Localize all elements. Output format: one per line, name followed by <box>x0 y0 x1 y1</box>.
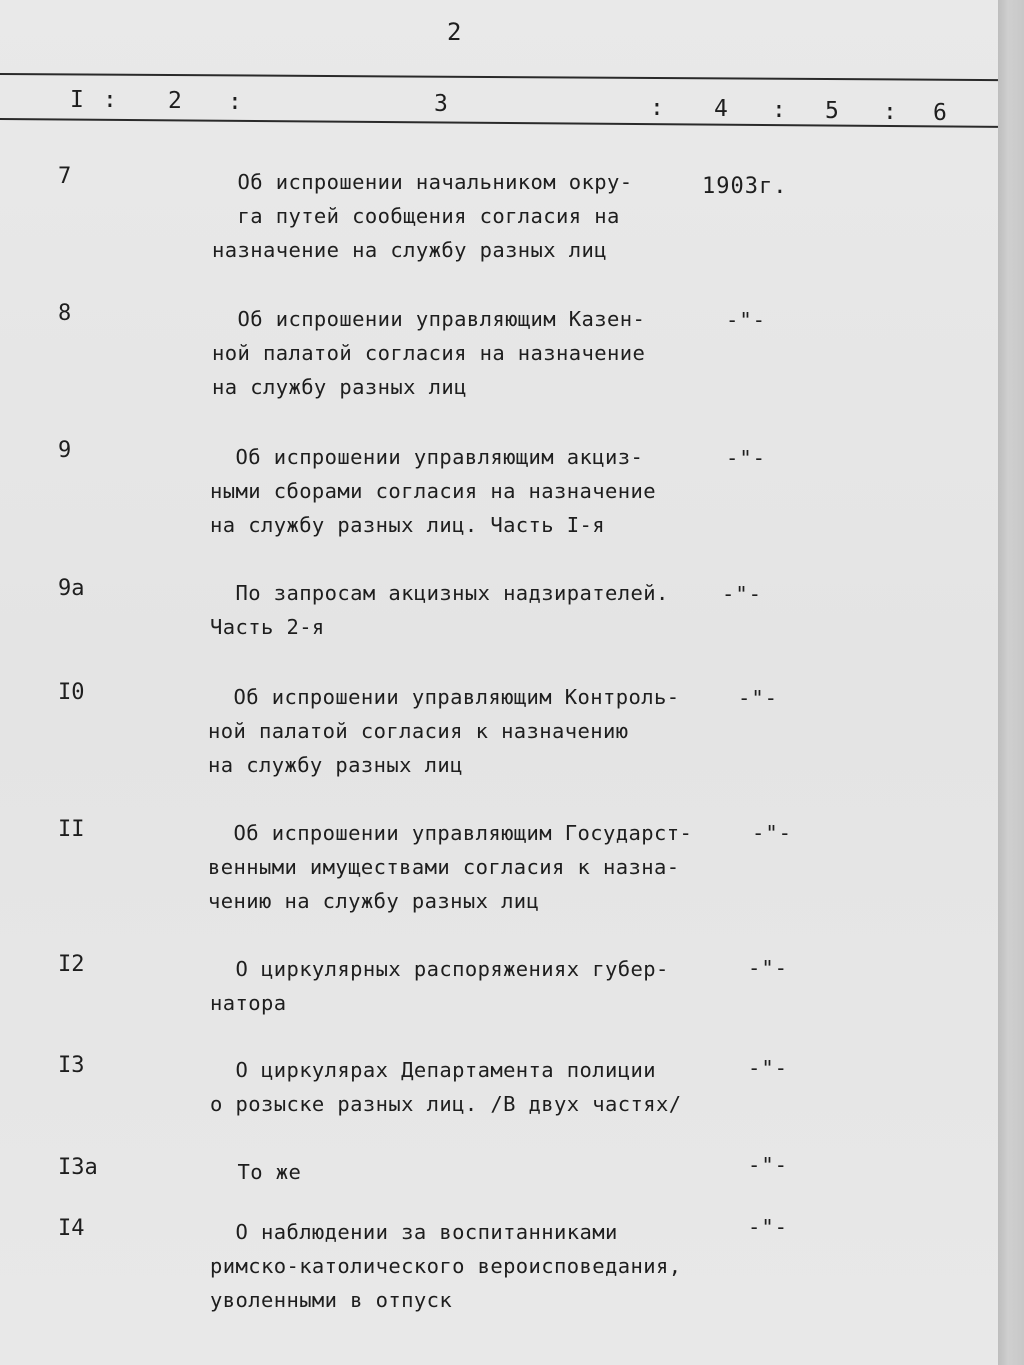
entry-description-line: на службу разных лиц. Часть I-я <box>210 513 606 537</box>
entry-description-line: ной палатой согласия к назначению <box>208 719 629 743</box>
entry-number: I4 <box>58 1216 85 1241</box>
entry-number: I2 <box>58 952 85 977</box>
entry-description <box>210 1053 730 1121</box>
entry-number: I3 <box>58 1053 85 1078</box>
entry-description-line: венными имуществами согласия к назна- <box>208 855 680 879</box>
page-number: 2 <box>447 18 462 46</box>
entry-description-line: назначение на службу разных лиц <box>212 238 608 262</box>
entry-description <box>212 302 732 404</box>
entry-description-line: Об испрошении начальником окру- <box>212 170 633 194</box>
entry-description-line: чению на службу разных лиц <box>208 889 540 913</box>
entry-description-line: То же <box>212 1160 302 1184</box>
entry-description-line: Об испрошении управляющим акциз- <box>210 445 644 469</box>
entry-description-line: ными сборами согласия на назначение <box>210 479 656 503</box>
entry-date: -"- <box>748 956 789 980</box>
column-separator: : <box>103 87 117 113</box>
column-separator: : <box>772 97 786 123</box>
entry-number: 8 <box>58 301 72 326</box>
column-header-2: 2 <box>168 88 182 114</box>
column-header-3: 3 <box>434 91 448 117</box>
entry-description-line: римско-католического вероисповедания, <box>210 1254 682 1278</box>
entry-description-line: По запросам акцизных надзирателей. <box>210 581 669 605</box>
column-header-6: 6 <box>933 100 947 126</box>
entry-description-line: Об испрошении управляющим Казен- <box>212 307 646 331</box>
entry-date: -"- <box>726 308 767 332</box>
entry-date: -"- <box>722 582 763 606</box>
entry-number: 7 <box>58 164 72 189</box>
column-header-5: 5 <box>825 98 839 124</box>
entry-description <box>212 165 732 267</box>
entry-description <box>208 680 728 782</box>
entry-number: I3а <box>58 1155 98 1180</box>
column-separator: : <box>883 99 897 125</box>
entry-date: -"- <box>738 686 779 710</box>
entry-description-line: на службу разных лиц <box>208 753 463 777</box>
entry-number: 9 <box>58 438 72 463</box>
column-separator: : <box>228 89 242 115</box>
entry-date: -"- <box>752 821 793 845</box>
entry-description-line: Об испрошении управляющим Государст- <box>208 821 693 845</box>
entry-description-line: Об испрошении управляющим Контроль- <box>208 685 680 709</box>
entry-description-line: Часть 2-я <box>210 615 325 639</box>
entry-description-line: О циркулярных распоряжениях губер- <box>210 957 669 981</box>
entry-description <box>208 816 728 918</box>
entry-description-line: на службу разных лиц <box>212 375 467 399</box>
column-header-4: 4 <box>714 96 728 122</box>
page-edge-shadow <box>998 0 1024 1365</box>
entry-description-line: га путей сообщения согласия на <box>212 204 620 228</box>
entry-description <box>212 1155 732 1189</box>
entry-date: -"- <box>748 1215 789 1239</box>
entry-date: -"- <box>748 1153 789 1177</box>
entry-date: 1903г. <box>702 174 788 199</box>
entry-date: -"- <box>726 446 767 470</box>
entry-description-line: О наблюдении за воспитанниками <box>210 1220 618 1244</box>
entry-description-line: О циркулярах Департамента полиции <box>210 1058 656 1082</box>
entry-description <box>210 440 730 542</box>
entry-date: -"- <box>748 1056 789 1080</box>
column-header-1: I <box>70 87 84 113</box>
entry-number: II <box>58 817 85 842</box>
entry-description <box>210 952 730 1020</box>
entry-description-line: ной палатой согласия на назначение <box>212 341 646 365</box>
entry-number: 9а <box>58 576 85 601</box>
entry-number: I0 <box>58 680 85 705</box>
entry-description-line: натора <box>210 991 287 1015</box>
entry-description-line: о розыске разных лиц. /В двух частях/ <box>210 1092 682 1116</box>
entry-description <box>210 576 730 644</box>
column-separator: : <box>650 95 664 121</box>
entry-description-line: уволенными в отпуск <box>210 1288 453 1312</box>
entry-description <box>210 1215 730 1317</box>
